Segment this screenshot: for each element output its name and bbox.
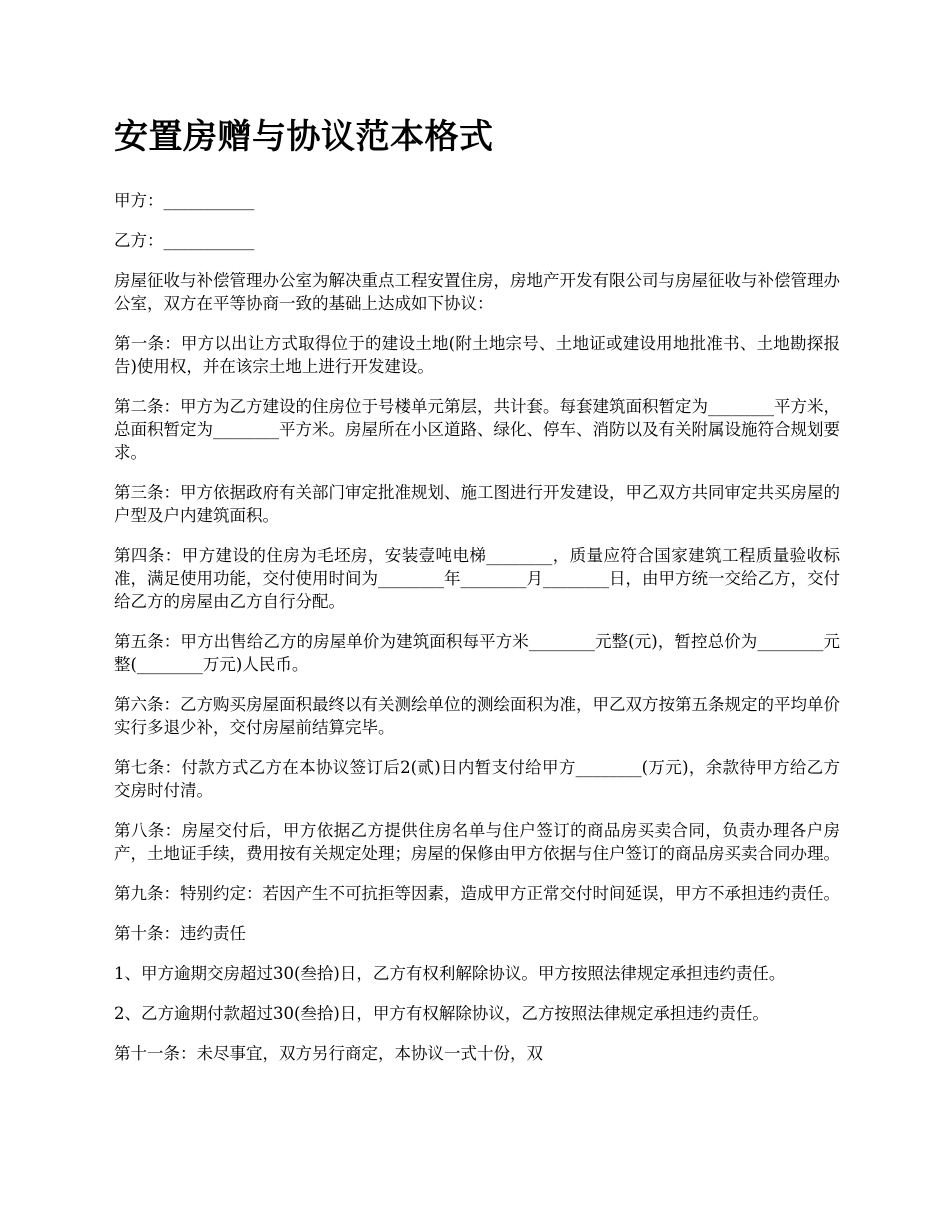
document-body: [114, 112, 840, 1082]
article-7: 第七条：付款方式乙方在本协议签订后2(贰)日内暂支付给甲方________(万元)，余款待甲方给乙方交房时付清。: [114, 758, 840, 800]
article-11: 第十一条：未尽事宜，双方另行商定，本协议一式十份，双: [114, 1044, 543, 1063]
article-9: 第九条：特别约定：若因产生不可抗拒等因素，造成甲方正常交付时间延误，甲方不承担违约责任。: [114, 884, 840, 903]
article-8: 第八条：房屋交付后，甲方依据乙方提供住房名单与住户签订的商品房买卖合同，负责办理各户房产，土地证手续，费用按有关规定处理；房屋的保修由甲方依据与住户签订的商品房买卖合同办理。: [114, 821, 840, 863]
party-b-line: 乙方：___________: [114, 231, 255, 250]
article-6: 第六条：乙方购买房屋面积最终以有关测绘单位的测绘面积为准，甲乙双方按第五条规定的平均单价实行多退少补，交付房屋前结算完毕。: [114, 695, 840, 737]
article-5: 第五条：甲方出售给乙方的房屋单价为建筑面积每平方米________元整(元)，暂控总价为________元整(________万元)人民币。: [114, 632, 840, 674]
article-10-clause-2: 2、乙方逾期付款超过30(叁拾)日，甲方有权解除协议，乙方按照法律规定承担违约责任。: [114, 1004, 769, 1023]
party-a-line: 甲方：___________: [114, 191, 255, 210]
article-10-heading: 第十条：违约责任: [114, 924, 246, 943]
article-4: 第四条：甲方建设的住房为毛坯房，安装壹吨电梯________，质量应符合国家建筑工程质量验收标准，满足使用功能，交付使用时间为________年________月________日，由甲方统一交给乙方，交付给乙方的房屋由乙方自行分配。: [114, 546, 840, 611]
article-10-clause-1: 1、甲方逾期交房超过30(叁拾)日，乙方有权利解除协议。甲方按照法律规定承担违约责任。: [114, 964, 786, 983]
article-2: 第二条：甲方为乙方建设的住房位于号楼单元第层，共计套。每套建筑面积暂定为________平方米，总面积暂定为________平方米。房屋所在小区道路、绿化、停车、消防以及有关附属设施符合规划要求。: [114, 397, 840, 462]
intro-paragraph: 房屋征收与补偿管理办公室为解决重点工程安置住房，房地产开发有限公司与房屋征收与补偿管理办公室，双方在平等协商一致的基础上达成如下协议：: [114, 271, 840, 313]
article-3: 第三条：甲方依据政府有关部门审定批准规划、施工图进行开发建设，甲乙双方共同审定共买房屋的户型及户内建筑面积。: [114, 483, 840, 525]
document-title: 安置房赠与协议范本格式: [114, 117, 494, 157]
article-1: 第一条：甲方以出让方式取得位于的建设土地(附土地宗号、土地证或建设用地批准书、土地勘探报告)使用权，并在该宗土地上进行开发建设。: [114, 334, 840, 376]
